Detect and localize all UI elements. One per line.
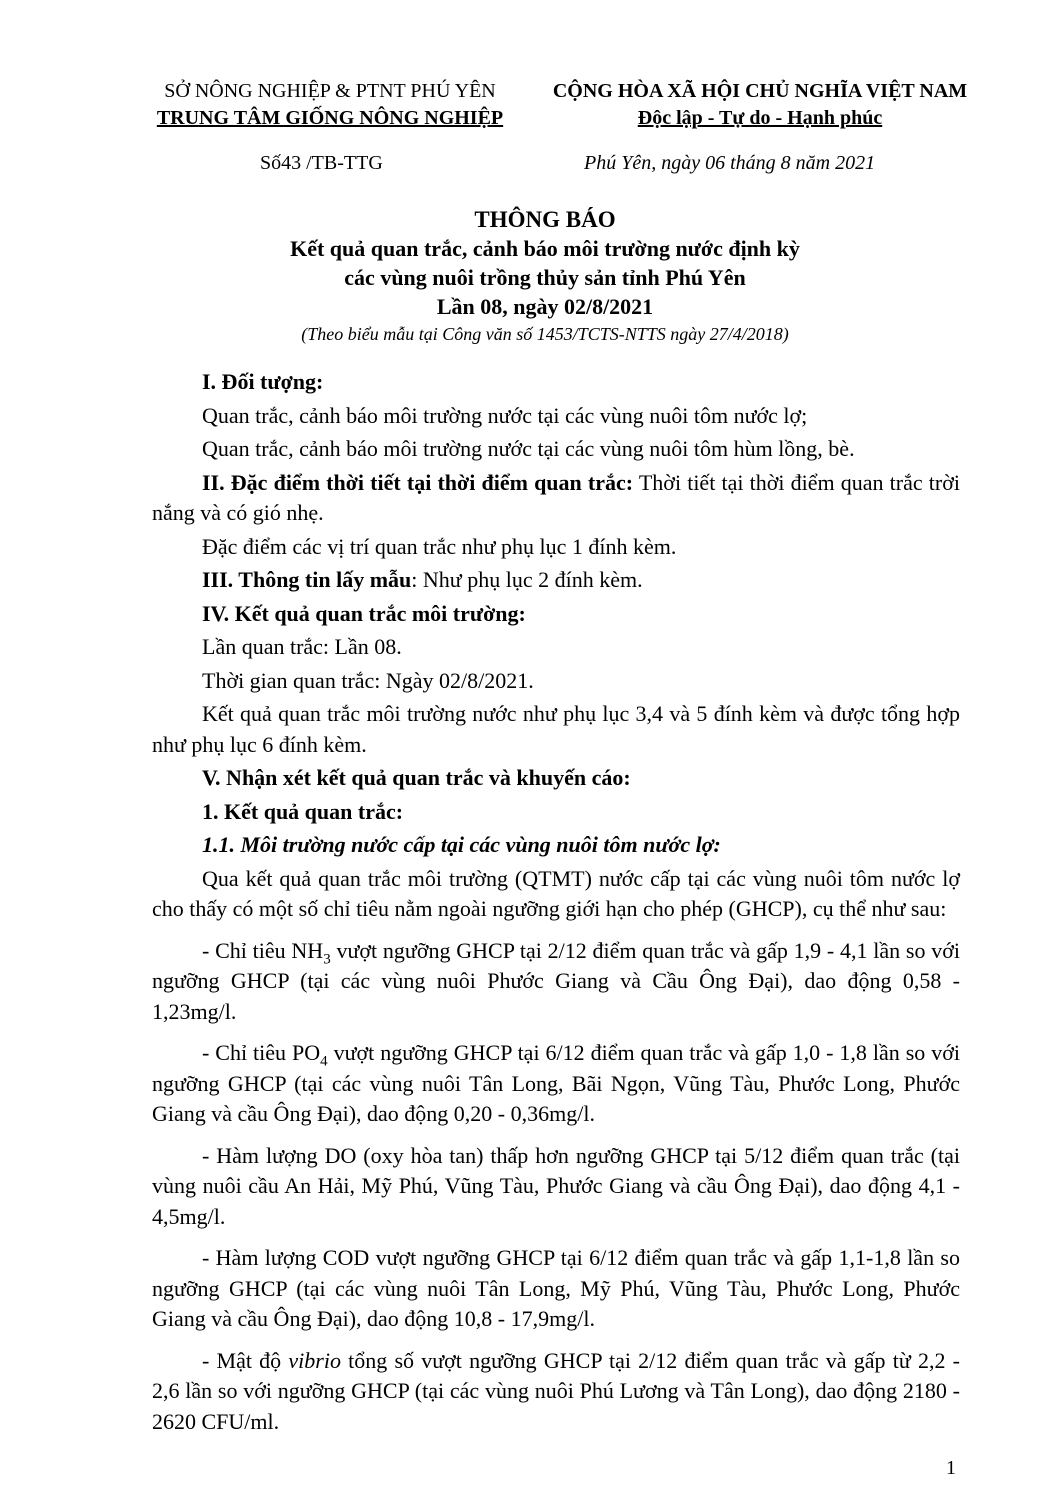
- national-motto: Độc lập - Tự do - Hạnh phúc: [637, 107, 883, 129]
- section-1-paragraph-1: Quan trắc, cảnh báo môi trường nước tại các vùng nuôi tôm nước lợ;: [202, 402, 808, 428]
- section-1-heading: I. Đối tượng:: [202, 369, 324, 394]
- document-title: THÔNG BÁO: [474, 207, 616, 232]
- section-4-paragraph-2: Thời gian quan trắc: Ngày 02/8/2021.: [202, 667, 534, 693]
- section-2-paragraph: [152, 468, 960, 529]
- nh3-subscript: 3: [323, 950, 331, 967]
- document-template-note: (Theo biểu mẫu tại Công văn số 1453/TCTS-NTTS ngày 27/4/2018): [301, 324, 789, 344]
- section-2-text: Thời tiết tại thời điểm quan trắc trời nắng và có gió nhẹ.: [152, 469, 960, 525]
- national-header: [530, 78, 990, 132]
- vibrio-lead: - Mật độ: [202, 1347, 289, 1373]
- issuer-header: [130, 78, 530, 132]
- po4-subscript: 4: [320, 1053, 328, 1070]
- section-4-heading: IV. Kết quả quan trắc môi trường:: [202, 600, 526, 626]
- section-1-paragraph-2: Quan trắc, cảnh báo môi trường nước tại các vùng nuôi tôm hùm lồng, bè.: [202, 436, 855, 461]
- section-2-heading: II. Đặc điểm thời tiết tại thời điểm quan trắc:: [202, 469, 634, 495]
- po4-text: vượt ngưỡng GHCP tại 6/12 điểm quan trắc và gấp 1,0 - 1,8 lần so với ngưỡng GHCP (tại các vùng nuôi Tân Long, Bãi Ngọn, Vũng Tàu, Phước Long, Phước Giang và cầu Ông Đại), dao động 0,20 - 0,36mg/l.: [152, 1040, 960, 1126]
- cod-paragraph: - Hàm lượng COD vượt ngưỡng GHCP tại 6/12 điểm quan trắc và gấp 1,1-1,8 lần so ngưỡng GHCP (tại các vùng nuôi Tân Long, Mỹ Phú, Vũng Tàu, Phước Long, Phước Giang và cầu Ông Đại), dao động 10,8 - 17,9mg/l.: [152, 1245, 960, 1331]
- national-title: CỘNG HÒA XÃ HỘI CHỦ NGHĨA VIỆT NAM: [552, 80, 968, 102]
- section-4-paragraph-1: Lần quan trắc: Lần 08.: [202, 634, 402, 659]
- document-body: [152, 367, 960, 1437]
- po4-lead: - Chỉ tiêu PO: [202, 1040, 321, 1065]
- vibrio-paragraph: [152, 1346, 960, 1438]
- document-subtitle-1: Kết quả quan trắc, cảnh báo môi trường nước định kỳ: [290, 236, 800, 261]
- section-4-paragraph-3: Kết quả quan trắc môi trường nước như phụ lục 3,4 và 5 đính kèm và được tổng hợp như phụ lục 6 đính kèm.: [152, 701, 960, 757]
- section-5-subheading-1: 1. Kết quả quan trắc:: [202, 798, 404, 824]
- vibrio-italic: vibrio: [288, 1347, 341, 1373]
- nh3-text: vượt ngưỡng GHCP tại 2/12 điểm quan trắc và gấp 1,9 - 4,1 lần so với ngưỡng GHCP (tại các vùng nuôi Phước Giang và Cầu Ông Đại), dao động 0,58 - 1,23mg/l.: [152, 937, 960, 1024]
- section-3-paragraph: [152, 565, 960, 596]
- document-number: Số43 /TB-TTG: [260, 152, 383, 174]
- nh3-lead: - Chỉ tiêu NH: [202, 937, 324, 963]
- vibrio-text: tổng số vượt ngưỡng GHCP tại 2/12 điểm quan trắc và gấp từ 2,2 - 2,6 lần so với ngưỡng GHCP (tại các vùng nuôi Phú Lương và Tân Long), dao động 2180 - 2620 CFU/ml.: [152, 1347, 961, 1434]
- section-3-heading: III. Thông tin lấy mẫu: [202, 567, 412, 592]
- document-subtitle-3: Lần 08, ngày 02/8/2021: [436, 294, 654, 319]
- issuer-center: TRUNG TÂM GIỐNG NÔNG NGHIỆP: [156, 107, 504, 129]
- section-2-paragraph-2: Đặc điểm các vị trí quan trắc như phụ lục 1 đính kèm.: [202, 533, 677, 559]
- section-5-heading: V. Nhận xét kết quả quan trắc và khuyến cáo:: [202, 765, 631, 790]
- page-number: 1: [946, 1457, 956, 1479]
- po4-paragraph: [152, 1038, 960, 1130]
- do-paragraph: - Hàm lượng DO (oxy hòa tan) thấp hơn ngưỡng GHCP tại 5/12 điểm quan trắc (tại vùng nuôi cầu An Hải, Mỹ Phú, Vũng Tàu, Phước Giang và cầu Ông Đại), dao động 4,1 - 4,5mg/l.: [152, 1142, 960, 1229]
- nh3-paragraph: [152, 936, 960, 1028]
- document-date: Phú Yên, ngày 06 tháng 8 năm 2021: [584, 152, 876, 174]
- intro-paragraph: Qua kết quả quan trắc môi trường (QTMT) nước cấp tại các vùng nuôi tôm nước lợ cho thấy có một số chỉ tiêu nằm ngoài ngưỡng giới hạn cho phép (GHCP), cụ thể như sau:: [152, 865, 960, 921]
- section-5-subheading-1-1: 1.1. Môi trường nước cấp tại các vùng nuôi tôm nước lợ:: [202, 832, 721, 857]
- issuer-department: SỞ NÔNG NGHIỆP & PTNT PHÚ YÊN: [164, 80, 496, 102]
- section-3-text: : Như phụ lục 2 đính kèm.: [411, 567, 643, 592]
- document-title-block: [130, 205, 960, 347]
- document-subtitle-2: các vùng nuôi trồng thủy sản tỉnh Phú Yên: [344, 265, 746, 290]
